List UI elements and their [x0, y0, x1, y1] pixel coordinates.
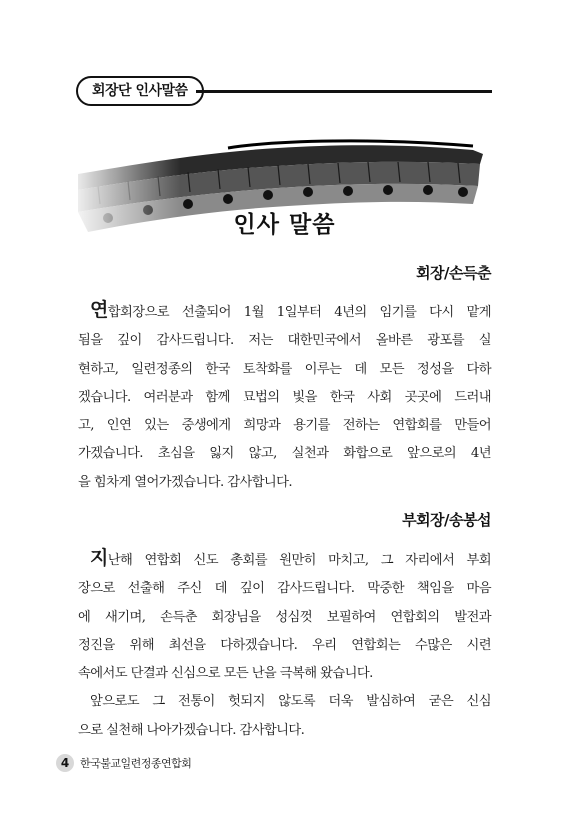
footer-org-name: 한국불교일련정종연합회 — [80, 757, 192, 770]
text-line: 속에서도 단결과 신심으로 모든 난을 극복해 왔습니다. — [78, 666, 373, 682]
text-line: 겠습니다. 여러분과 함께 묘법의 빛을 한국 사회 곳곳에 드러내 — [78, 389, 491, 405]
header-rule — [196, 90, 492, 93]
section-label: 회장단 인사말씀 — [76, 76, 204, 106]
text-line — [78, 296, 491, 327]
author-vice-president: 부회장/송봉섭 — [402, 511, 491, 529]
text-line: 장으로 선출해 주신 데 깊이 감사드립니다. 막중한 책임을 마음 — [78, 581, 491, 597]
text-line: 에 새기며, 손득춘 회장님을 성심껏 보필하여 연합회의 발전과 — [78, 609, 491, 625]
text-line: 난해 연합회 신도 총회를 원만히 마치고, 그 자리에서 부회 — [107, 553, 491, 568]
text-line — [78, 544, 491, 575]
greeting-vice-president-paragraph — [78, 544, 491, 745]
author-president: 회장/손득춘 — [416, 264, 491, 282]
text-line: 됨을 깊이 감사드립니다. 저는 대한민국에서 올바른 광포를 실 — [78, 333, 491, 349]
text-line: 가겠습니다. 초심을 잃지 않고, 실천과 화합으로 앞으로의 4년 — [78, 446, 491, 462]
text-line: 고, 인연 있는 중생에게 희망과 용기를 전하는 연합회를 만들어 — [78, 418, 491, 434]
greeting-president-paragraph — [78, 296, 491, 497]
text-line: 으로 실천해 나아가겠습니다. 감사합니다. — [78, 722, 305, 738]
text-line: 합회장으로 선출되어 1월 1일부터 4년의 임기를 다시 맡게 — [107, 305, 491, 320]
text-line: 현하고, 일련정종의 한국 토착화를 이루는 데 모든 정성을 다하 — [78, 361, 491, 377]
page-title: 인사 말씀 — [233, 212, 336, 238]
text-line: 을 힘차게 열어가겠습니다. 감사합니다. — [78, 474, 293, 490]
dropcap: 연 — [90, 299, 108, 321]
text-line: 앞으로도 그 전통이 헛되지 않도록 더욱 발심하여 굳은 신심 — [90, 694, 491, 710]
page-number: 4 — [56, 754, 74, 772]
text-line: 정진을 위해 최선을 다하겠습니다. 우리 연합회는 수많은 시련 — [78, 637, 491, 653]
dropcap: 지 — [90, 547, 108, 569]
